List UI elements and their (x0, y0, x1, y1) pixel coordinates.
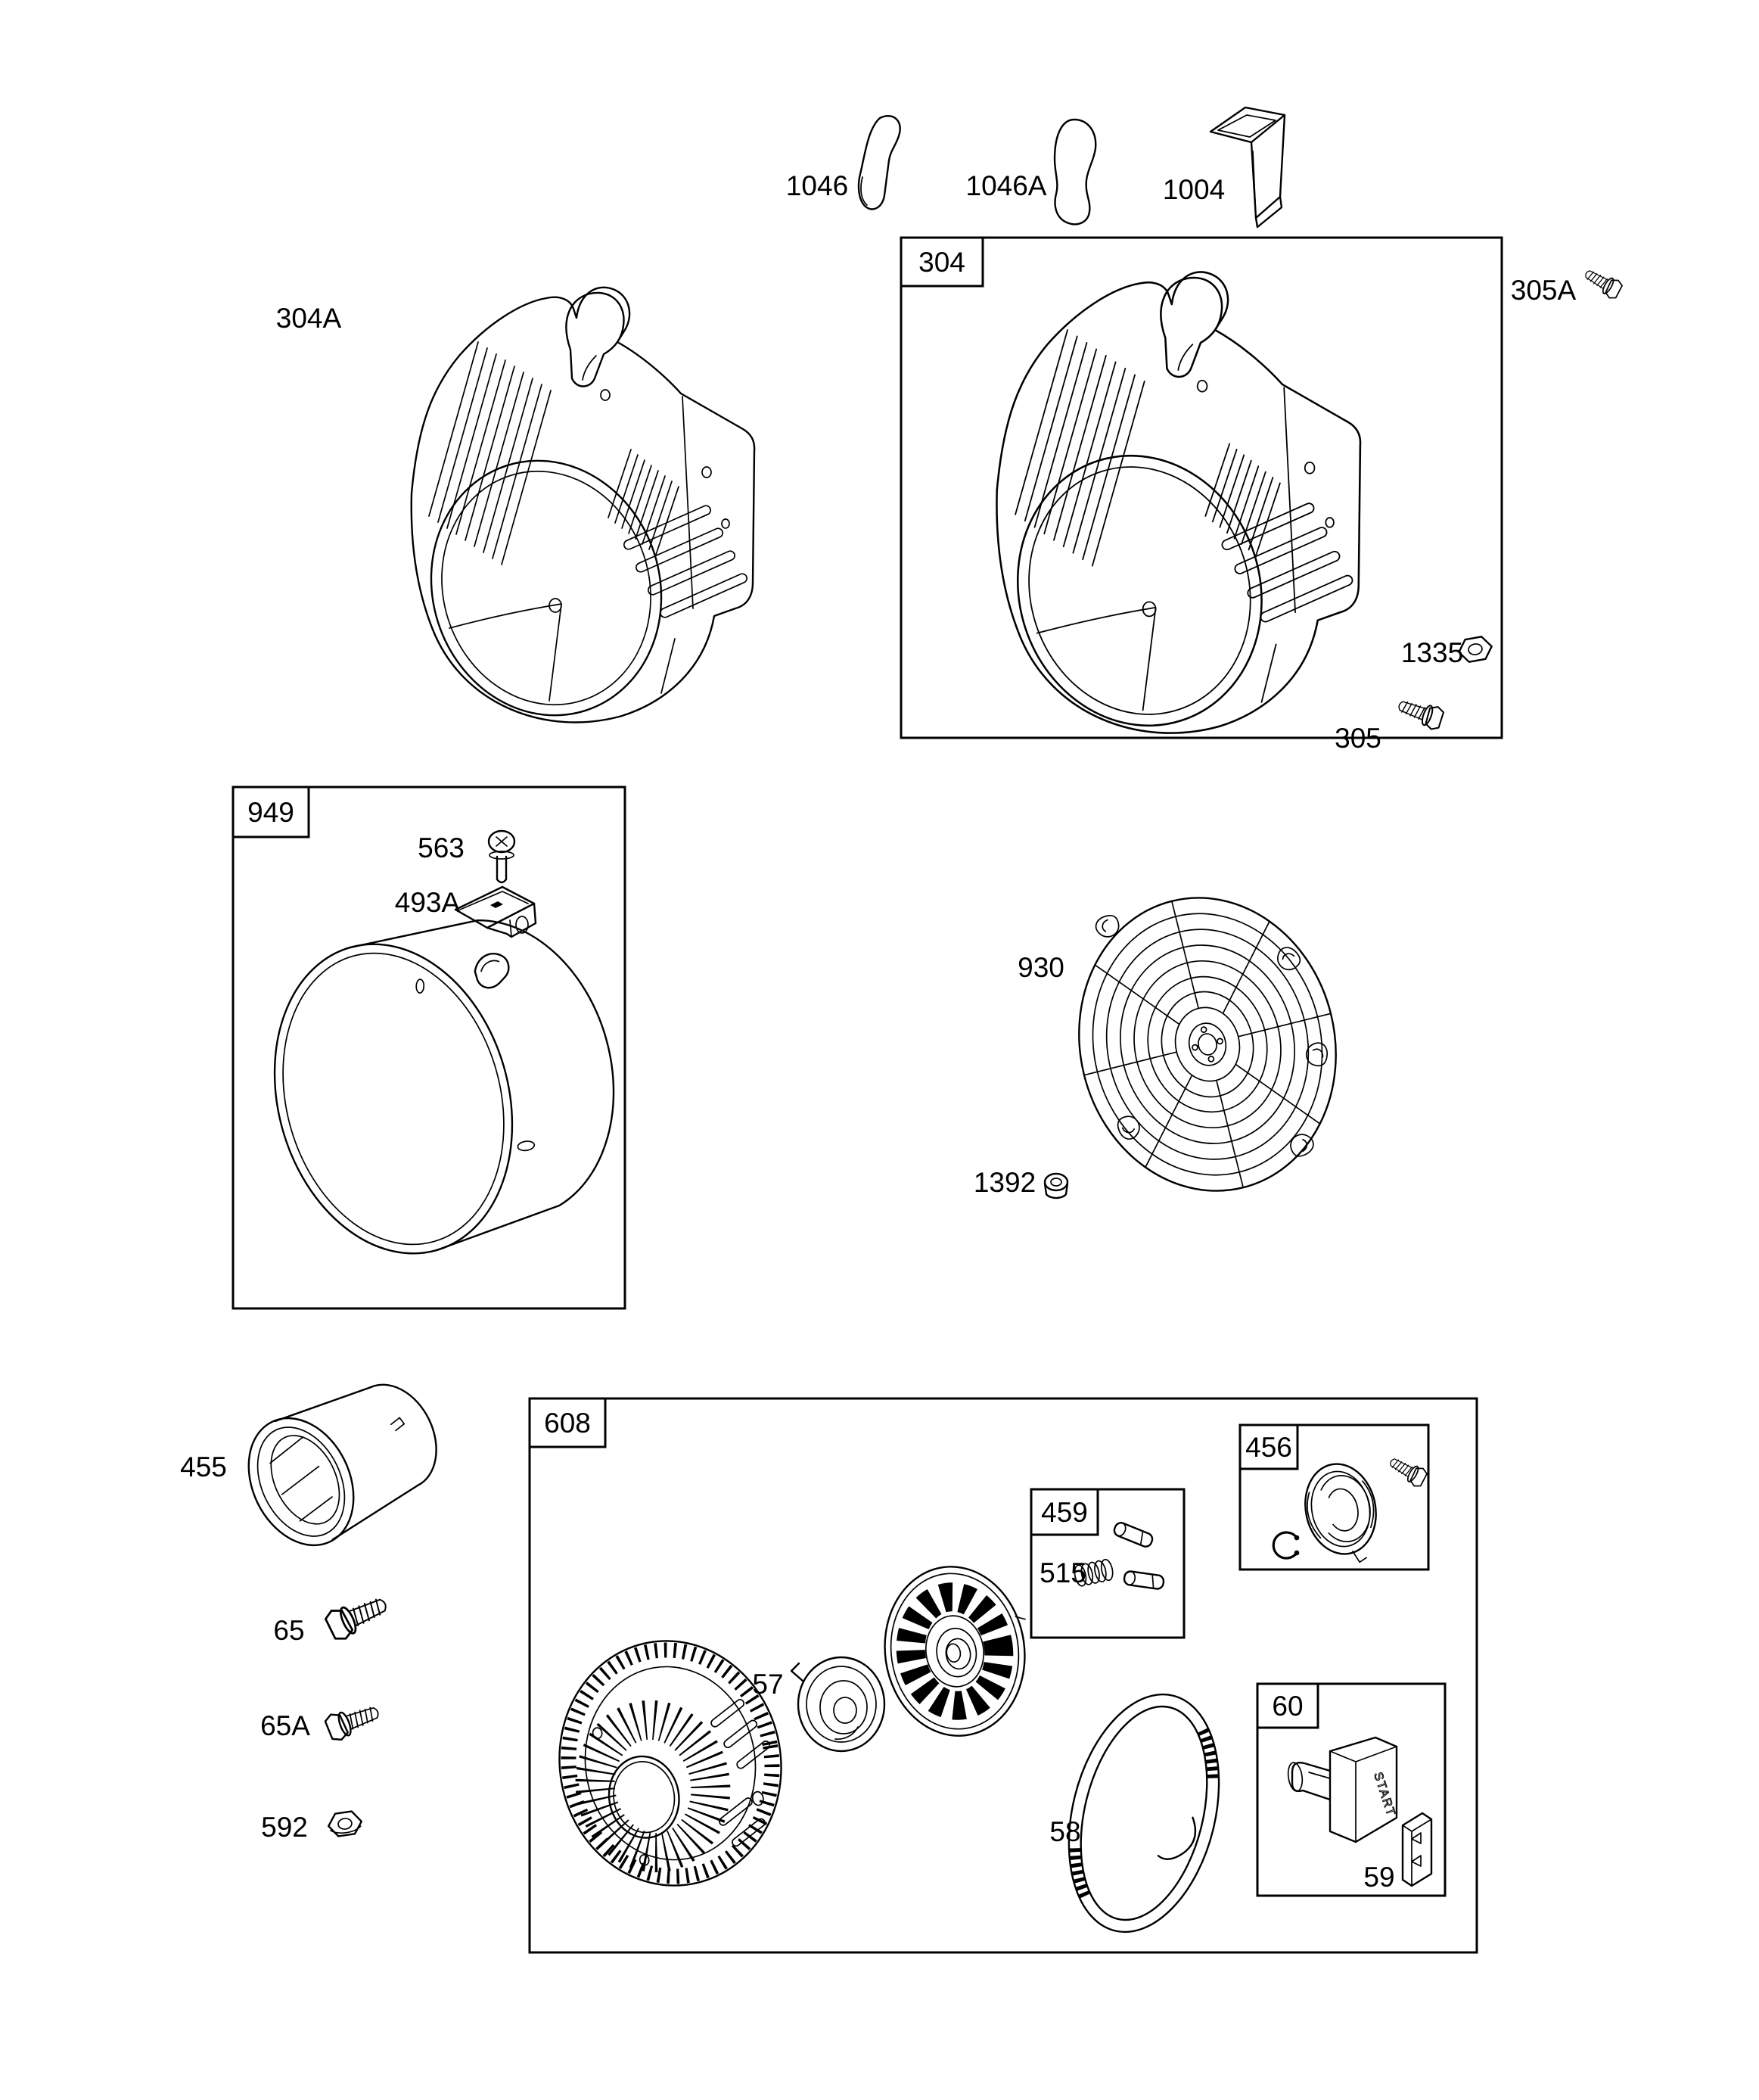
part-label-65: 65 (273, 1615, 305, 1646)
part-label-58: 58 (1049, 1816, 1081, 1847)
part-label-1046A: 1046A (965, 170, 1047, 201)
part-65A-drawing (324, 1699, 383, 1743)
part-592-drawing (327, 1810, 363, 1837)
part-304A-drawing (399, 288, 754, 745)
part-label-305A: 305A (1510, 275, 1577, 306)
part-59-insert-drawing (1403, 1813, 1431, 1886)
part-1046-drawing (859, 116, 900, 209)
part-1046A-drawing (1055, 120, 1095, 224)
part-563-drawing (489, 831, 514, 882)
part-65-drawing (324, 1590, 392, 1643)
part-1392-drawing (1045, 1174, 1068, 1198)
part-label-930: 930 (1018, 952, 1064, 983)
group-label-304: 304 (918, 247, 965, 278)
part-label-1335: 1335 (1400, 637, 1464, 668)
part-pulley-drawing (874, 1557, 1040, 1744)
part-label-1004: 1004 (1162, 174, 1226, 205)
part-1004-drawing (1210, 107, 1285, 227)
part-starter-housing-drawing (540, 1623, 800, 1903)
part-305-drawing (1395, 694, 1445, 731)
part-949-drum-drawing (240, 887, 650, 1282)
part-label-1046: 1046 (785, 170, 849, 201)
part-label-59: 59 (1363, 1862, 1395, 1893)
group-label-459: 459 (1041, 1497, 1088, 1528)
labels (180, 170, 1576, 1893)
part-label-65A: 65A (260, 1710, 310, 1741)
group-label-949: 949 (247, 797, 294, 828)
part-label-304A: 304A (275, 303, 342, 334)
part-304-drawing (983, 272, 1360, 758)
part-493A-drawing (455, 887, 536, 937)
part-pawl-2-drawing (1123, 1570, 1164, 1589)
part-456-retaining-ring-drawing (1273, 1532, 1298, 1558)
part-57-spring-drawing (791, 1657, 884, 1751)
start-handle-text: START (1371, 1770, 1398, 1819)
group-box-949 (233, 787, 625, 1308)
group-label-608: 608 (544, 1408, 591, 1439)
part-930-drawing (1049, 870, 1366, 1218)
part-label-493A: 493A (394, 887, 461, 918)
part-label-455: 455 (180, 1451, 227, 1482)
part-label-1392: 1392 (973, 1167, 1036, 1198)
part-label-592: 592 (261, 1812, 308, 1843)
part-305A-drawing (1581, 265, 1624, 300)
group-label-456: 456 (1245, 1432, 1292, 1463)
part-455-drawing (228, 1359, 458, 1563)
group-label-60: 60 (1272, 1691, 1304, 1722)
part-label-515: 515 (1040, 1557, 1086, 1588)
part-456-bolt-drawing (1386, 1453, 1428, 1489)
part-pawl-1-drawing (1113, 1521, 1155, 1548)
part-456-clutch-drawing (1297, 1458, 1387, 1571)
part-60-handle-drawing (1286, 1738, 1397, 1842)
part-label-305: 305 (1335, 723, 1381, 754)
part-label-57: 57 (752, 1669, 784, 1700)
part-label-563: 563 (418, 832, 465, 863)
part-58-rope-drawing (1046, 1678, 1242, 1948)
